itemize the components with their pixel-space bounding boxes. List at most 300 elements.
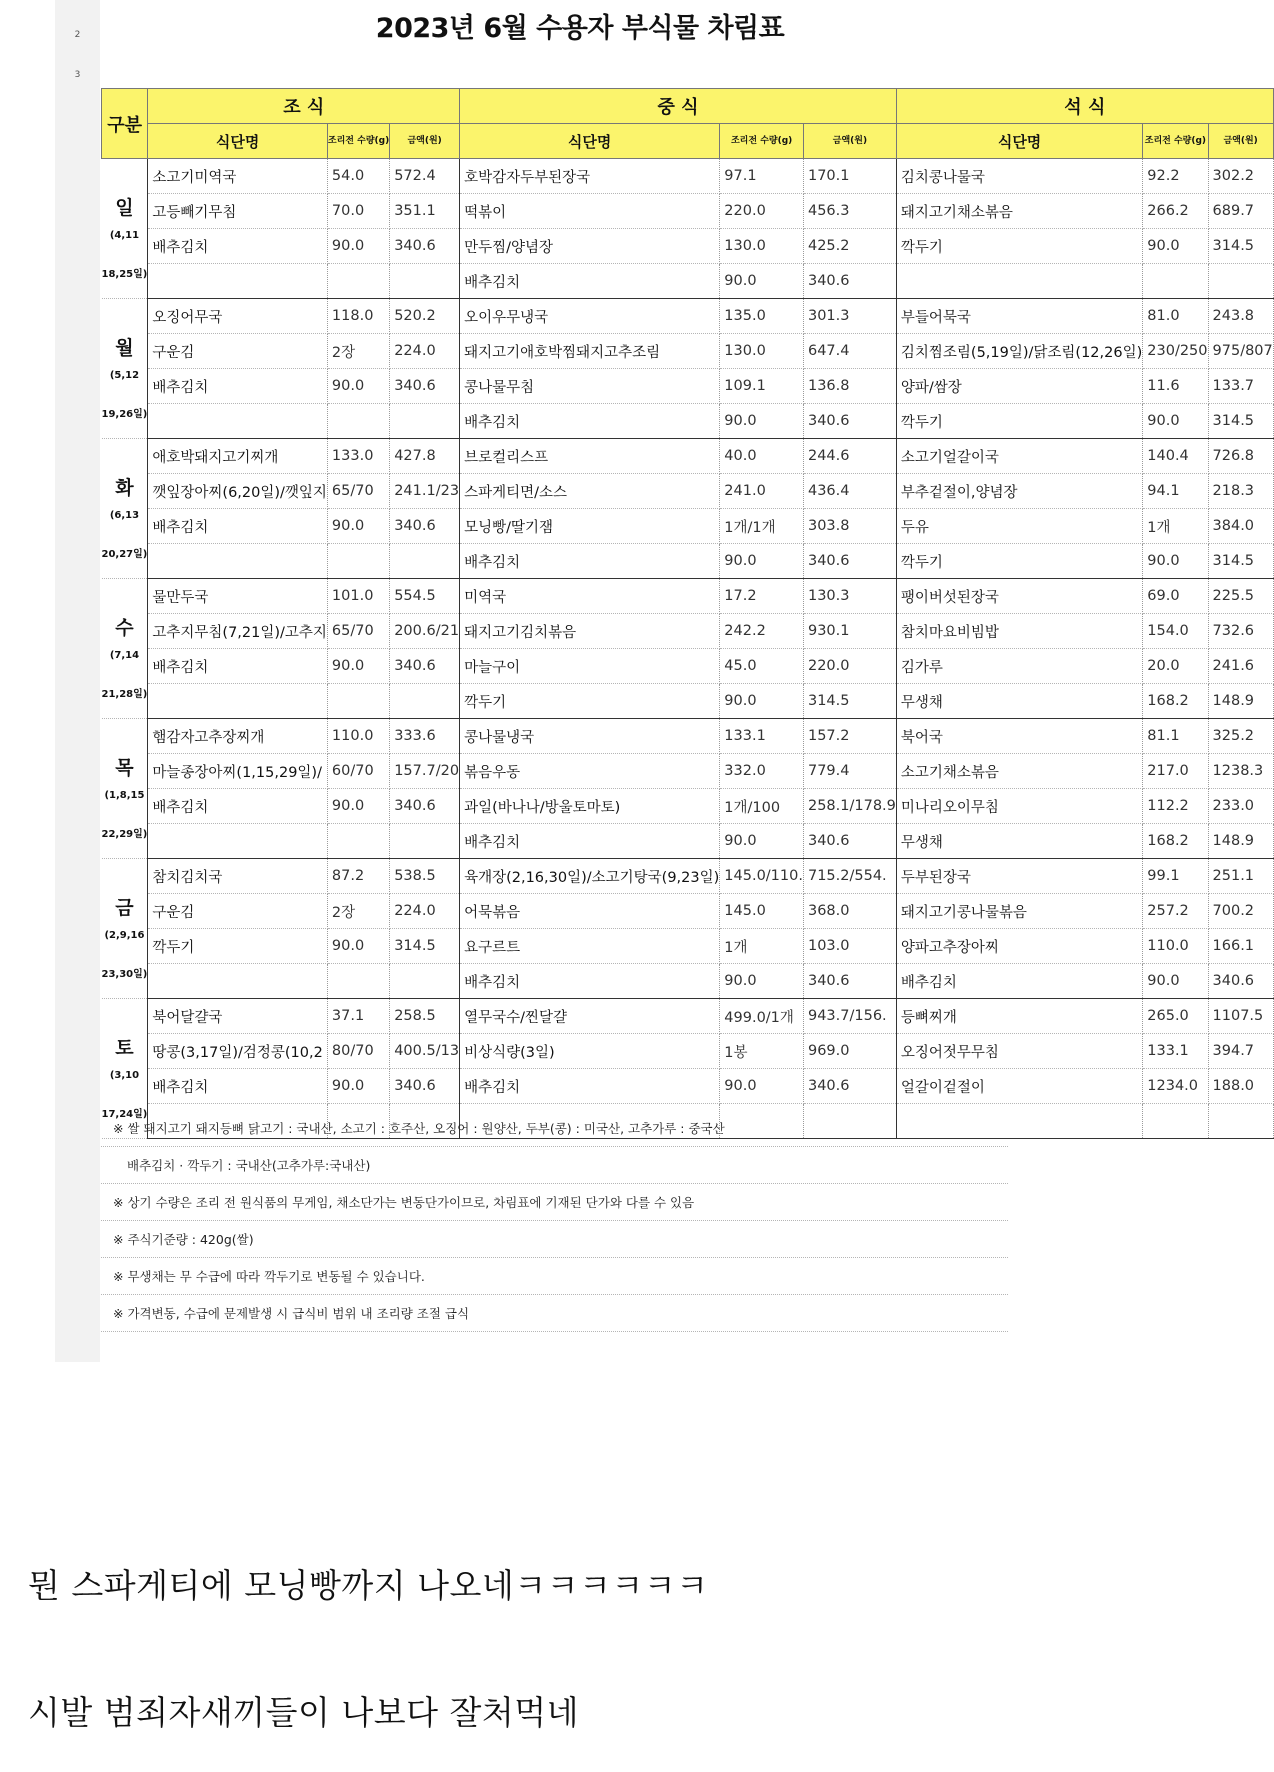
day-range-end: 23,30일) bbox=[101, 969, 148, 980]
menu-item-cell: 배추김치 bbox=[896, 964, 1142, 999]
table-row bbox=[102, 614, 1274, 649]
table-row bbox=[102, 334, 1274, 369]
quantity-cell: 90.0 bbox=[327, 929, 389, 964]
menu-item-cell: 깍두기 bbox=[896, 544, 1142, 579]
price-cell: 241.6 bbox=[1208, 649, 1273, 684]
day-range-start: (2,9,16 bbox=[104, 930, 145, 941]
note-text: ※ 무생채는 무 수급에 따라 깍두기로 변동될 수 있습니다. bbox=[101, 1258, 1008, 1295]
price-cell: 243.8 bbox=[1208, 299, 1273, 334]
menu-item-cell bbox=[148, 684, 328, 719]
menu-item-cell: 미나리오이무침 bbox=[896, 789, 1142, 824]
day-name: 화 bbox=[115, 477, 134, 499]
price-cell: 188.0 bbox=[1208, 1069, 1273, 1104]
price-cell: 340.6 bbox=[390, 229, 460, 264]
quantity-cell: 90.0 bbox=[720, 1069, 804, 1104]
quantity-cell: 135.0 bbox=[720, 299, 804, 334]
quantity-cell: 45.0 bbox=[720, 649, 804, 684]
menu-item-cell: 배추김치 bbox=[460, 1069, 720, 1104]
quantity-cell: 65/70 bbox=[327, 614, 389, 649]
table-row bbox=[102, 264, 1274, 299]
menu-item-cell: 오이우무냉국 bbox=[460, 299, 720, 334]
menu-item-cell: 콩나물냉국 bbox=[460, 719, 720, 754]
header-dinner: 석 식 bbox=[896, 89, 1273, 124]
quantity-cell: 109.1 bbox=[720, 369, 804, 404]
quantity-cell: 101.0 bbox=[327, 579, 389, 614]
note-row bbox=[101, 1295, 1008, 1332]
note-text: ※ 주식기준량 : 420g(쌀) bbox=[101, 1221, 1008, 1258]
col-price-header: 금액(원) bbox=[390, 124, 460, 159]
quantity-cell: 90.0 bbox=[327, 229, 389, 264]
day-range-start: (6,13 bbox=[109, 510, 140, 521]
price-cell bbox=[390, 264, 460, 299]
price-cell: 400.5/13 bbox=[390, 1034, 460, 1069]
quantity-cell: 65/70 bbox=[327, 474, 389, 509]
price-cell: 340.6 bbox=[803, 824, 896, 859]
quantity-cell bbox=[327, 684, 389, 719]
quantity-cell: 99.1 bbox=[1143, 859, 1208, 894]
col-price-header: 금액(원) bbox=[803, 124, 896, 159]
quantity-cell: 90.0 bbox=[720, 264, 804, 299]
price-cell: 224.0 bbox=[390, 334, 460, 369]
quantity-cell bbox=[327, 824, 389, 859]
menu-table bbox=[101, 88, 1274, 1139]
price-cell: 689.7 bbox=[1208, 194, 1273, 229]
price-cell: 340.6 bbox=[803, 964, 896, 999]
table-row bbox=[102, 894, 1274, 929]
menu-item-cell bbox=[148, 964, 328, 999]
price-cell: 351.1 bbox=[390, 194, 460, 229]
price-cell: 170.1 bbox=[803, 159, 896, 194]
menu-item-cell: 배추김치 bbox=[148, 1069, 328, 1104]
price-cell: 103.0 bbox=[803, 929, 896, 964]
quantity-cell: 90.0 bbox=[720, 404, 804, 439]
price-cell: 314.5 bbox=[390, 929, 460, 964]
menu-item-cell: 오징어젓무무침 bbox=[896, 1034, 1142, 1069]
price-cell: 157.7/20 bbox=[390, 754, 460, 789]
note-text: 배추김치 · 깍두기 : 국내산(고추가루:국내산) bbox=[101, 1147, 1008, 1184]
price-cell: 302.2 bbox=[1208, 159, 1273, 194]
menu-item-cell: 열무국수/찐달걀 bbox=[460, 999, 720, 1034]
price-cell: 425.2 bbox=[803, 229, 896, 264]
menu-item-cell: 깻잎장아찌(6,20일)/깻잎지 bbox=[148, 474, 328, 509]
price-cell: 384.0 bbox=[1208, 509, 1273, 544]
price-cell: 166.1 bbox=[1208, 929, 1273, 964]
quantity-cell: 70.0 bbox=[327, 194, 389, 229]
quantity-cell: 110.0 bbox=[1143, 929, 1208, 964]
header-lunch: 중 식 bbox=[460, 89, 897, 124]
menu-item-cell: 배추김치 bbox=[148, 369, 328, 404]
day-range-end: 22,29일) bbox=[101, 829, 148, 840]
quantity-cell: 133.0 bbox=[327, 439, 389, 474]
quantity-cell: 1개 bbox=[720, 929, 804, 964]
menu-item-cell: 김치찜조림(5,19일)/닭조림(12,26일) bbox=[896, 334, 1142, 369]
price-cell bbox=[390, 964, 460, 999]
menu-item-cell: 배추김치 bbox=[460, 964, 720, 999]
table-row bbox=[102, 579, 1274, 614]
menu-item-cell: 북어달걀국 bbox=[148, 999, 328, 1034]
price-cell: 133.7 bbox=[1208, 369, 1273, 404]
day-range-end: 17,24일) bbox=[101, 1109, 148, 1120]
quantity-cell: 90.0 bbox=[327, 1069, 389, 1104]
table-row bbox=[102, 509, 1274, 544]
quantity-cell: 87.2 bbox=[327, 859, 389, 894]
menu-item-cell bbox=[148, 404, 328, 439]
quantity-cell: 130.0 bbox=[720, 229, 804, 264]
quantity-cell: 130.0 bbox=[720, 334, 804, 369]
menu-item-cell: 참치김치국 bbox=[148, 859, 328, 894]
page-title: 2023년 6월 수용자 부식물 차림표 bbox=[375, 13, 785, 44]
price-cell: 340.6 bbox=[390, 789, 460, 824]
table-row bbox=[102, 159, 1274, 194]
price-cell: 394.7 bbox=[1208, 1034, 1273, 1069]
col-qty-header: 조리전 수량(g) bbox=[1143, 124, 1208, 159]
menu-item-cell: 돼지고기채소볶음 bbox=[896, 194, 1142, 229]
caption-line-1: 뭔 스파게티에 모닝빵까지 나오네ㅋㅋㅋㅋㅋㅋ bbox=[28, 1566, 709, 1605]
note-text: ※ 쌀 돼지고기 돼지등뼈 닭고기 : 국내산, 소고기 : 호주산, 오징어 : 원양산, 두부(콩) : 미국산, 고추가루 : 중국산 bbox=[101, 1110, 1008, 1147]
price-cell bbox=[1208, 264, 1273, 299]
price-cell: 340.6 bbox=[390, 649, 460, 684]
table-row bbox=[102, 404, 1274, 439]
quantity-cell bbox=[327, 964, 389, 999]
menu-item-cell: 소고기채소볶음 bbox=[896, 754, 1142, 789]
price-cell: 218.3 bbox=[1208, 474, 1273, 509]
note-row bbox=[101, 1184, 1008, 1221]
quantity-cell: 60/70 bbox=[327, 754, 389, 789]
quantity-cell: 266.2 bbox=[1143, 194, 1208, 229]
price-cell: 258.1/178.9 bbox=[803, 789, 896, 824]
quantity-cell: 40.0 bbox=[720, 439, 804, 474]
price-cell: 314.5 bbox=[803, 684, 896, 719]
quantity-cell: 81.0 bbox=[1143, 299, 1208, 334]
quantity-cell: 145.0 bbox=[720, 894, 804, 929]
quantity-cell: 499.0/1개 bbox=[720, 999, 804, 1034]
table-row bbox=[102, 929, 1274, 964]
menu-item-cell bbox=[148, 544, 328, 579]
price-cell: 1238.3 bbox=[1208, 754, 1273, 789]
table-row bbox=[102, 684, 1274, 719]
price-cell: 700.2 bbox=[1208, 894, 1273, 929]
menu-item-cell: 얼갈이겉절이 bbox=[896, 1069, 1142, 1104]
menu-item-cell: 구운김 bbox=[148, 334, 328, 369]
menu-item-cell: 햄감자고추장찌개 bbox=[148, 719, 328, 754]
menu-item-cell: 배추김치 bbox=[148, 789, 328, 824]
table-row bbox=[102, 1034, 1274, 1069]
quantity-cell: 332.0 bbox=[720, 754, 804, 789]
quantity-cell bbox=[1143, 264, 1208, 299]
menu-item-cell: 깍두기 bbox=[148, 929, 328, 964]
menu-item-cell: 배추김치 bbox=[460, 264, 720, 299]
menu-item-cell: 돼지고기김치볶음 bbox=[460, 614, 720, 649]
menu-item-cell: 떡볶이 bbox=[460, 194, 720, 229]
quantity-cell: 90.0 bbox=[327, 649, 389, 684]
menu-item-cell: 미역국 bbox=[460, 579, 720, 614]
quantity-cell: 90.0 bbox=[327, 369, 389, 404]
quantity-cell: 90.0 bbox=[720, 824, 804, 859]
menu-item-cell: 팽이버섯된장국 bbox=[896, 579, 1142, 614]
price-cell: 427.8 bbox=[390, 439, 460, 474]
menu-item-cell: 볶음우동 bbox=[460, 754, 720, 789]
menu-item-cell: 참치마요비빔밥 bbox=[896, 614, 1142, 649]
price-cell: 436.4 bbox=[803, 474, 896, 509]
table-row bbox=[102, 824, 1274, 859]
menu-item-cell: 두부된장국 bbox=[896, 859, 1142, 894]
quantity-cell: 80/70 bbox=[327, 1034, 389, 1069]
price-cell bbox=[390, 404, 460, 439]
day-cell bbox=[102, 719, 148, 859]
menu-item-cell: 배추김치 bbox=[148, 229, 328, 264]
table-row bbox=[102, 719, 1274, 754]
day-range-end: 21,28일) bbox=[101, 689, 148, 700]
price-cell: 325.2 bbox=[1208, 719, 1273, 754]
price-cell: 715.2/554. bbox=[803, 859, 896, 894]
menu-item-cell: 모닝빵/딸기잼 bbox=[460, 509, 720, 544]
menu-item-cell: 어묵볶음 bbox=[460, 894, 720, 929]
menu-item-cell: 과일(바나나/방울토마토) bbox=[460, 789, 720, 824]
notes-table bbox=[101, 1110, 1008, 1332]
note-text: ※ 가격변동, 수급에 문제발생 시 급식비 범위 내 조리량 조절 급식 bbox=[101, 1295, 1008, 1332]
col-qty-header: 조리전 수량(g) bbox=[720, 124, 804, 159]
day-name: 수 bbox=[115, 617, 134, 639]
menu-item-cell: 북어국 bbox=[896, 719, 1142, 754]
price-cell: 314.5 bbox=[1208, 229, 1273, 264]
quantity-cell: 168.2 bbox=[1143, 684, 1208, 719]
menu-item-cell bbox=[148, 824, 328, 859]
day-name: 금 bbox=[115, 897, 134, 919]
table-row bbox=[102, 474, 1274, 509]
table-row bbox=[102, 999, 1274, 1034]
price-cell: 1107.5 bbox=[1208, 999, 1273, 1034]
menu-item-cell: 배추김치 bbox=[148, 649, 328, 684]
quantity-cell: 265.0 bbox=[1143, 999, 1208, 1034]
note-row bbox=[101, 1147, 1008, 1184]
quantity-cell bbox=[1143, 1104, 1208, 1139]
price-cell: 148.9 bbox=[1208, 684, 1273, 719]
menu-item-cell: 요구르트 bbox=[460, 929, 720, 964]
price-cell: 148.9 bbox=[1208, 824, 1273, 859]
price-cell: 340.6 bbox=[390, 369, 460, 404]
menu-item-cell: 비상식량(3일) bbox=[460, 1034, 720, 1069]
price-cell: 301.3 bbox=[803, 299, 896, 334]
day-name: 월 bbox=[115, 337, 134, 359]
price-cell: 943.7/156. bbox=[803, 999, 896, 1034]
menu-item-cell: 마늘종장아찌(1,15,29일)/ bbox=[148, 754, 328, 789]
quantity-cell: 133.1 bbox=[720, 719, 804, 754]
price-cell: 340.6 bbox=[803, 404, 896, 439]
quantity-cell: 81.1 bbox=[1143, 719, 1208, 754]
quantity-cell: 2장 bbox=[327, 334, 389, 369]
quantity-cell: 90.0 bbox=[1143, 404, 1208, 439]
menu-item-cell: 스파게티면/소스 bbox=[460, 474, 720, 509]
price-cell bbox=[390, 684, 460, 719]
quantity-cell: 154.0 bbox=[1143, 614, 1208, 649]
menu-item-cell: 배추김치 bbox=[148, 509, 328, 544]
price-cell: 538.5 bbox=[390, 859, 460, 894]
menu-item-cell: 무생채 bbox=[896, 824, 1142, 859]
price-cell bbox=[390, 544, 460, 579]
quantity-cell: 94.1 bbox=[1143, 474, 1208, 509]
quantity-cell: 90.0 bbox=[1143, 229, 1208, 264]
day-range-end: 18,25일) bbox=[101, 269, 148, 280]
price-cell: 554.5 bbox=[390, 579, 460, 614]
price-cell: 340.6 bbox=[803, 1069, 896, 1104]
menu-item-cell bbox=[148, 264, 328, 299]
menu-item-cell: 고등빼기무침 bbox=[148, 194, 328, 229]
menu-item-cell: 물만두국 bbox=[148, 579, 328, 614]
menu-item-cell: 브로컬리스프 bbox=[460, 439, 720, 474]
quantity-cell: 54.0 bbox=[327, 159, 389, 194]
menu-item-cell: 마늘구이 bbox=[460, 649, 720, 684]
table-row bbox=[102, 194, 1274, 229]
quantity-cell: 145.0/110. bbox=[720, 859, 804, 894]
col-menu-header: 식단명 bbox=[148, 124, 328, 159]
quantity-cell: 2장 bbox=[327, 894, 389, 929]
menu-item-cell: 만두찜/양념장 bbox=[460, 229, 720, 264]
price-cell: 340.6 bbox=[390, 1069, 460, 1104]
row-number: 3 bbox=[74, 70, 81, 80]
price-cell: 975/807 bbox=[1208, 334, 1273, 369]
caption-line-2: 시발 범죄자새끼들이 나보다 잘처먹네 bbox=[28, 1693, 580, 1732]
price-cell: 244.6 bbox=[803, 439, 896, 474]
quantity-cell: 1봉 bbox=[720, 1034, 804, 1069]
quantity-cell: 90.0 bbox=[720, 684, 804, 719]
quantity-cell: 1개 bbox=[1143, 509, 1208, 544]
day-cell bbox=[102, 579, 148, 719]
menu-item-cell: 콩나물무침 bbox=[460, 369, 720, 404]
quantity-cell: 1개/100 bbox=[720, 789, 804, 824]
price-cell: 314.5 bbox=[1208, 544, 1273, 579]
price-cell: 130.3 bbox=[803, 579, 896, 614]
menu-item-cell: 소고기얼갈이국 bbox=[896, 439, 1142, 474]
price-cell: 930.1 bbox=[803, 614, 896, 649]
day-name: 일 bbox=[115, 197, 134, 219]
menu-item-cell: 부추겉절이,양념장 bbox=[896, 474, 1142, 509]
menu-item-cell: 땅콩(3,17일)/검정콩(10,2 bbox=[148, 1034, 328, 1069]
menu-item-cell: 돼지고기콩나물볶음 bbox=[896, 894, 1142, 929]
price-cell: 340.6 bbox=[803, 264, 896, 299]
menu-item-cell: 소고기미역국 bbox=[148, 159, 328, 194]
price-cell: 258.5 bbox=[390, 999, 460, 1034]
price-cell: 456.3 bbox=[803, 194, 896, 229]
quantity-cell: 168.2 bbox=[1143, 824, 1208, 859]
day-name: 토 bbox=[115, 1037, 134, 1059]
price-cell: 314.5 bbox=[1208, 404, 1273, 439]
quantity-cell: 97.1 bbox=[720, 159, 804, 194]
quantity-cell bbox=[327, 544, 389, 579]
quantity-cell: 20.0 bbox=[1143, 649, 1208, 684]
quantity-cell: 241.0 bbox=[720, 474, 804, 509]
quantity-cell: 140.4 bbox=[1143, 439, 1208, 474]
quantity-cell: 112.2 bbox=[1143, 789, 1208, 824]
day-range-start: (4,11 bbox=[109, 230, 140, 241]
quantity-cell: 69.0 bbox=[1143, 579, 1208, 614]
note-row bbox=[101, 1221, 1008, 1258]
table-row bbox=[102, 964, 1274, 999]
menu-item-cell: 호박감자두부된장국 bbox=[460, 159, 720, 194]
day-cell bbox=[102, 159, 148, 299]
col-price-header: 금액(원) bbox=[1208, 124, 1273, 159]
price-cell: 647.4 bbox=[803, 334, 896, 369]
table-row bbox=[102, 649, 1274, 684]
menu-item-cell: 김가루 bbox=[896, 649, 1142, 684]
menu-item-cell: 깍두기 bbox=[896, 229, 1142, 264]
menu-item-cell: 양파고추장아찌 bbox=[896, 929, 1142, 964]
menu-item-cell: 고추지무침(7,21일)/고추지 bbox=[148, 614, 328, 649]
menu-item-cell: 배추김치 bbox=[460, 404, 720, 439]
table-row bbox=[102, 754, 1274, 789]
day-range-start: (7,14 bbox=[109, 650, 140, 661]
price-cell: 732.6 bbox=[1208, 614, 1273, 649]
table-row bbox=[102, 544, 1274, 579]
table-row bbox=[102, 229, 1274, 264]
price-cell: 251.1 bbox=[1208, 859, 1273, 894]
col-qty-header: 조리전 수량(g) bbox=[327, 124, 389, 159]
menu-item-cell: 깍두기 bbox=[460, 684, 720, 719]
table-row bbox=[102, 299, 1274, 334]
col-menu-header: 식단명 bbox=[460, 124, 720, 159]
quantity-cell: 92.2 bbox=[1143, 159, 1208, 194]
price-cell: 241.1/23 bbox=[390, 474, 460, 509]
menu-item-cell: 무생채 bbox=[896, 684, 1142, 719]
table-row bbox=[102, 1069, 1274, 1104]
price-cell bbox=[390, 824, 460, 859]
price-cell: 225.5 bbox=[1208, 579, 1273, 614]
day-range-start: (3,10 bbox=[109, 1070, 140, 1081]
day-cell bbox=[102, 439, 148, 579]
header-gubun: 구분 bbox=[102, 89, 148, 159]
quantity-cell: 118.0 bbox=[327, 299, 389, 334]
day-range-start: (1,8,15 bbox=[104, 790, 145, 801]
quantity-cell: 90.0 bbox=[327, 509, 389, 544]
quantity-cell: 90.0 bbox=[1143, 544, 1208, 579]
row-number-gutter bbox=[55, 0, 100, 1362]
day-cell bbox=[102, 299, 148, 439]
day-name: 목 bbox=[115, 757, 134, 779]
menu-item-cell: 부들어묵국 bbox=[896, 299, 1142, 334]
menu-item-cell: 등뼈찌개 bbox=[896, 999, 1142, 1034]
menu-item-cell: 김치콩나물국 bbox=[896, 159, 1142, 194]
note-row bbox=[101, 1258, 1008, 1295]
quantity-cell: 90.0 bbox=[720, 964, 804, 999]
note-text: ※ 상기 수량은 조리 전 원식품의 무게임, 채소단가는 변동단가이므로, 차림표에 기재된 단가와 다를 수 있음 bbox=[101, 1184, 1008, 1221]
table-row bbox=[102, 789, 1274, 824]
table-row bbox=[102, 859, 1274, 894]
quantity-cell: 133.1 bbox=[1143, 1034, 1208, 1069]
price-cell: 368.0 bbox=[803, 894, 896, 929]
menu-item-cell: 돼지고기애호박찜돼지고추조림 bbox=[460, 334, 720, 369]
price-cell: 779.4 bbox=[803, 754, 896, 789]
menu-item-cell: 두유 bbox=[896, 509, 1142, 544]
day-range-end: 20,27일) bbox=[101, 549, 148, 560]
quantity-cell: 1234.0 bbox=[1143, 1069, 1208, 1104]
quantity-cell: 220.0 bbox=[720, 194, 804, 229]
quantity-cell: 230/250 bbox=[1143, 334, 1208, 369]
price-cell: 726.8 bbox=[1208, 439, 1273, 474]
price-cell: 233.0 bbox=[1208, 789, 1273, 824]
price-cell: 340.6 bbox=[390, 509, 460, 544]
day-range-start: (5,12 bbox=[109, 370, 140, 381]
price-cell: 200.6/21 bbox=[390, 614, 460, 649]
quantity-cell: 37.1 bbox=[327, 999, 389, 1034]
day-cell bbox=[102, 859, 148, 999]
quantity-cell: 110.0 bbox=[327, 719, 389, 754]
menu-item-cell: 오징어무국 bbox=[148, 299, 328, 334]
price-cell bbox=[1208, 1104, 1273, 1139]
col-menu-header: 식단명 bbox=[896, 124, 1142, 159]
table-row bbox=[102, 439, 1274, 474]
menu-item-cell bbox=[896, 264, 1142, 299]
quantity-cell: 17.2 bbox=[720, 579, 804, 614]
price-cell: 340.6 bbox=[1208, 964, 1273, 999]
